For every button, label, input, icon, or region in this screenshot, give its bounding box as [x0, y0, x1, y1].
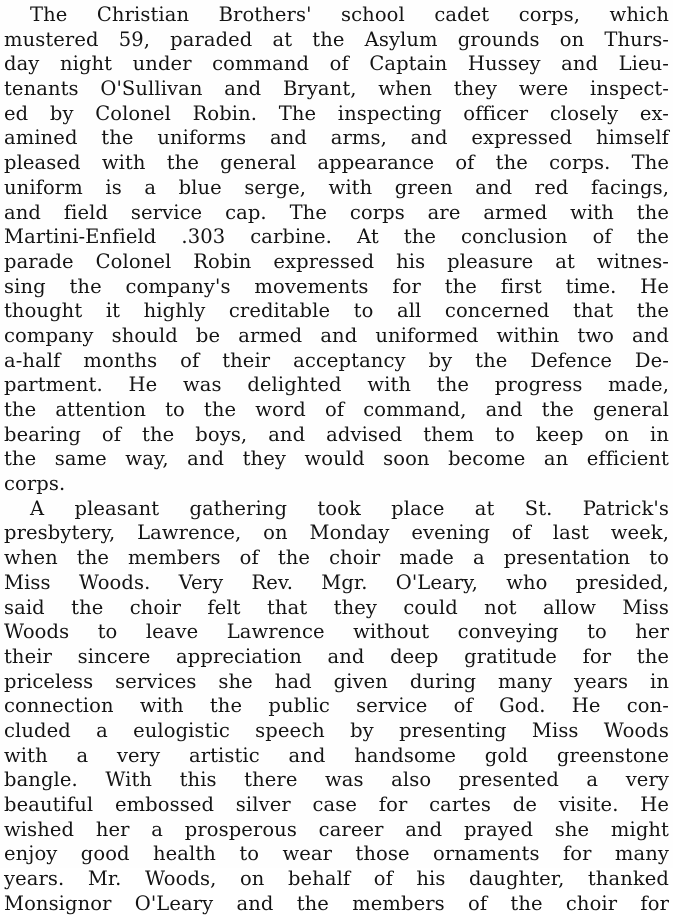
text-line: enjoy good health to wear those ornaments for many: [4, 842, 669, 866]
text-line: sing the company's movements for the first time. He: [4, 274, 669, 298]
text-line: the same way, and they would soon become an efficient: [4, 447, 669, 471]
text-line: Monsignor O'Leary and the members of the choir for: [4, 891, 669, 915]
paragraph-cadet-corps: [4, 3, 669, 497]
text-line: connection with the public service of God. He con-: [4, 694, 669, 718]
text-line: their sincere appreciation and deep gratitude for the: [4, 644, 669, 668]
text-line: the attention to the word of command, and the general: [4, 398, 669, 421]
text-line: when the members of the choir made a presentation to: [4, 546, 669, 570]
text-line: A pleasant gathering took place at St. Patrick's: [30, 496, 669, 520]
text-line: Martini-Enfield .303 carbine. At the conclusion of the: [4, 225, 669, 249]
text-line: company should be armed and uniformed within two and: [4, 323, 669, 347]
text-line: The Christian Brothers' school cadet corps, which: [30, 3, 669, 26]
text-line: day night under command of Captain Hussey and Lieu-: [4, 52, 669, 76]
text-line: Woods to leave Lawrence without conveying to her: [4, 620, 669, 644]
text-line: wished her a prosperous career and prayed she might: [4, 817, 669, 841]
text-line: bearing of the boys, and advised them to keep on in: [4, 422, 669, 446]
text-line: cluded a eulogistic speech by presenting Miss Woods: [4, 718, 669, 742]
text-line: Miss Woods. Very Rev. Mgr. O'Leary, who presided,: [4, 570, 669, 594]
text-line: a-half months of their acceptancy by the Defence De-: [4, 348, 669, 372]
text-line: thought it highly creditable to all concerned that the: [4, 299, 669, 323]
text-line: partment. He was delighted with the progress made,: [4, 373, 669, 397]
text-line: ed by Colonel Robin. The inspecting officer closely ex-: [4, 101, 669, 125]
text-line: and field service cap. The corps are armed with the: [4, 200, 669, 224]
text-line: bangle. With this there was also presented a very: [4, 768, 669, 792]
text-line: tenants O'Sullivan and Bryant, when they were inspect-: [4, 77, 669, 101]
text-line: with a very artistic and handsome gold greenstone: [4, 743, 669, 767]
text-line: priceless services she had given during many years in: [4, 669, 669, 693]
article-column: [4, 3, 669, 916]
text-line: years. Mr. Woods, on behalf of his daughter, thanked: [4, 867, 669, 891]
paragraph-choir-presentation: [4, 497, 669, 916]
text-line: presbytery, Lawrence, on Monday evening of last week,: [4, 521, 669, 545]
text-line: uniform is a blue serge, with green and red facings,: [4, 175, 669, 199]
text-line: said the choir felt that they could not allow Miss: [4, 595, 669, 619]
text-line: beautiful embossed silver case for cartes de visite. He: [4, 793, 669, 816]
text-line: parade Colonel Robin expressed his pleasure at witnes-: [4, 249, 669, 273]
text-line: corps.: [4, 472, 66, 496]
text-line: pleased with the general appearance of the corps. The: [4, 151, 669, 175]
text-line: mustered 59, paraded at the Asylum grounds on Thurs-: [4, 27, 669, 51]
text-line: amined the uniforms and arms, and expressed himself: [4, 126, 669, 150]
